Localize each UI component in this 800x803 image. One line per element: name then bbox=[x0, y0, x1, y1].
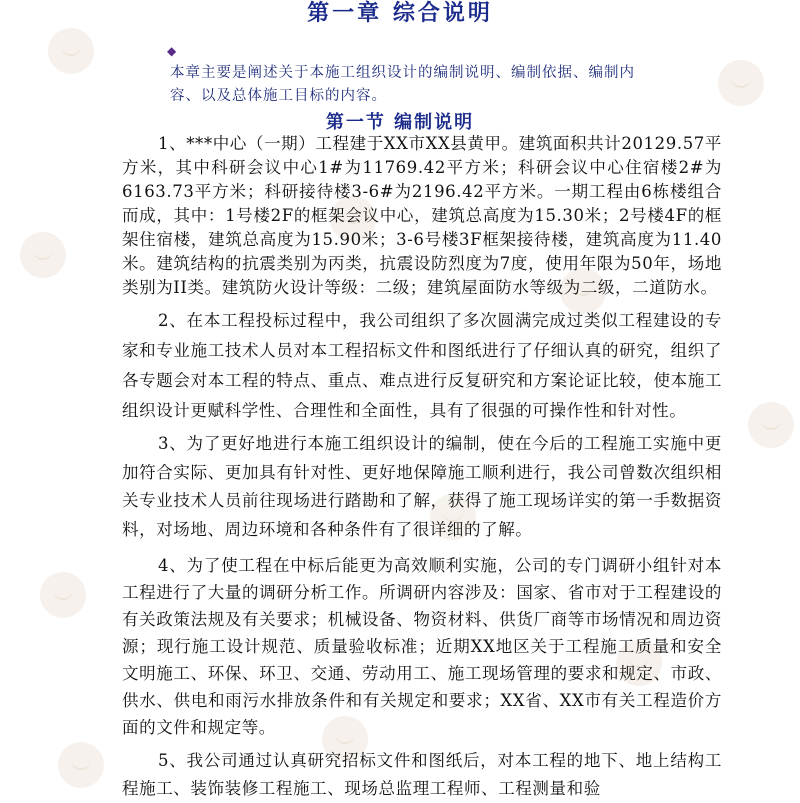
paragraph bbox=[122, 132, 722, 300]
watermark-mark bbox=[40, 572, 86, 618]
paragraph-text: 5、我公司通过认真研究招标文件和图纸后，对本工程的地下、地上结构工程施工、装饰装修工程施工、现场总监理工程师、工程测量和验 bbox=[122, 751, 722, 798]
paragraph-text: 2、在本工程投标过程中，我公司组织了多次圆满完成过类似工程建设的专家和专业施工技术人员对本工程招标文件和图纸进行了仔细认真的研究，组织了各专题会对本工程的特点、重点、难点进行反复研究和方案论证比较，使本施工组织设计更赋科学性、合理性和全面性，具有了很强的可操作性和针对性。 bbox=[122, 311, 722, 420]
section-title: 第一节 编制说明 bbox=[325, 112, 475, 133]
paragraph bbox=[122, 306, 722, 426]
watermark-mark bbox=[58, 742, 104, 788]
watermark-mark bbox=[748, 402, 794, 448]
paragraph bbox=[122, 552, 722, 741]
diamond-bullet-icon: ◆ bbox=[167, 44, 177, 58]
document-body bbox=[122, 132, 722, 803]
chapter-summary: 本章主要是阐述关于本施工组织设计的编制说明、编制依据、编制内容、以及总体施工目标的内容。 bbox=[170, 65, 635, 104]
watermark-mark bbox=[20, 232, 66, 278]
watermark-mark bbox=[48, 28, 94, 74]
chapter-title: 第一章 综合说明 bbox=[307, 0, 493, 26]
paragraph-text: 1、***中心（一期）工程建于XX市XX县黄甲。建筑面积共计20129.57平方米，其中科研会议中心1#为11769.42平方米；科研会议中心住宿楼2#为6163.73平方米；科研接待楼3-6#为2196.42平方米。一期工程由6栋楼组合而成，其中：1号楼2F的框架会议中心，建筑总高度为15.30米；2号楼4F的框架住宿楼，建筑总高度为15.90米；3-6号楼3F框架接待楼，建筑高度为11.40米。建筑结构的抗震类别为丙类，抗震设防烈度为7度，使用年限为50年，场地类别为II类。建筑防火设计等级：二级；建筑屋面防水等级为二级，二道防水。 bbox=[122, 134, 722, 297]
paragraph bbox=[122, 430, 722, 544]
paragraph-text: 4、为了使工程在中标后能更为高效顺利实施，公司的专门调研小组针对本工程进行了大量的调研分析工作。所调研内容涉及：国家、省市对于工程建设的有关政策法规及有关要求；机械设备、物资材料、供货厂商等市场情况和周边资源；现行施工设计规范、质量验收标准；近期XX地区关于工程施工质量和安全文明施工、环保、环卫、交通、劳动用工、施工现场管理的要求和规定、市政、供水、供电和雨污水排放条件和有关规定和要求；XX省、XX市有关工程造价方面的文件和规定等。 bbox=[122, 556, 722, 737]
paragraph bbox=[122, 747, 722, 803]
paragraph-text: 3、为了更好地进行本施工组织设计的编制，使在今后的工程施工实施中更加符合实际、更加具有针对性、更好地保障施工顺利进行，我公司曾数次组织相关专业技术人员前往现场进行踏勘和了解，获得了施工现场详实的第一手数据资料，对场地、周边环境和各种条件有了很详细的了解。 bbox=[122, 434, 722, 539]
watermark-mark bbox=[718, 60, 764, 106]
